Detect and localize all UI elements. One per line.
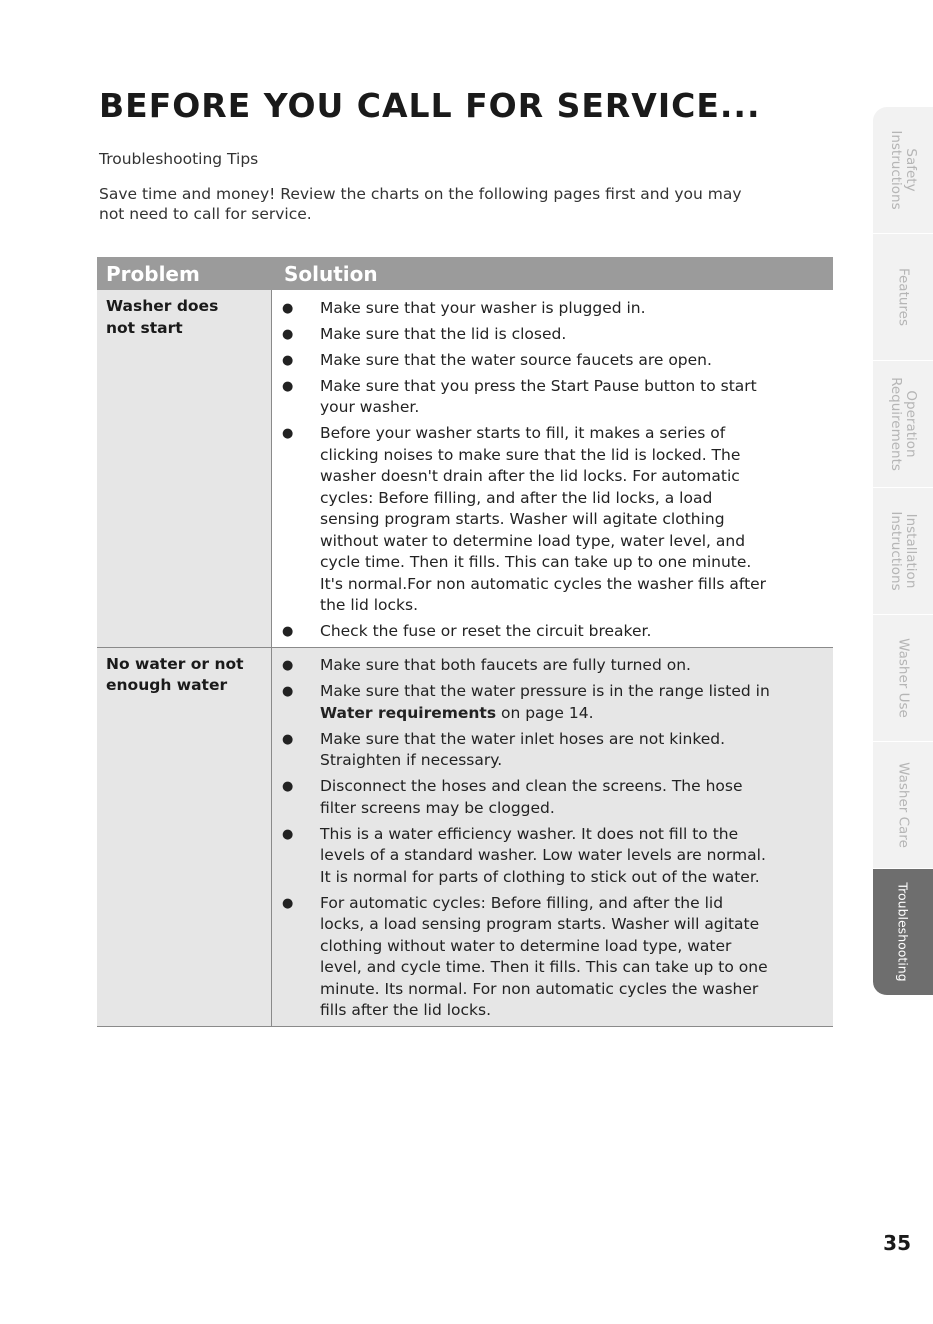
solution-line: Make sure that you press the Start Pause button to start [320,376,757,395]
solution-line: clothing without water to determine load type, water [320,936,732,955]
solution-line: Make sure that the lid is closed. [320,324,567,343]
intro-paragraph [99,184,849,224]
side-tab[interactable] [873,107,933,234]
solution-line: Before your washer starts to fill, it makes a series of [320,424,726,442]
solution-list [272,298,833,643]
solution-line: cycle time. Then it fills. This can take up to one minute. [320,553,752,571]
bullet-icon: ● [282,779,294,794]
side-tab-label [896,638,911,718]
solution-line: without water to determine load type, water level, and [320,531,746,550]
troubleshooting-table [97,257,833,1027]
solution-cell [272,290,833,647]
solution-item [272,324,833,346]
side-tab-line: Installation [903,513,919,589]
solution-line: Make sure that your washer is plugged in. [320,298,646,317]
solution-line: fills after the lid locks. [320,1001,492,1019]
bullet-icon: ● [282,300,294,316]
page-reference: Water requirements [320,703,497,722]
side-tab-label [888,130,918,209]
header-problem: Problem [106,261,200,286]
solution-line: Disconnect the hoses and clean the screens. The hose [320,777,743,795]
solution-list [272,655,833,1022]
solution-line: sensing program starts. Washer will agitate clothing [320,510,725,528]
solution-line: locks, a load sensing program starts. Washer will agitate [320,915,760,933]
solution-item [272,423,833,617]
solution-item [272,776,833,819]
side-tab-label [888,511,918,590]
problem-line: enough water [106,676,228,694]
solution-line: level, and cycle time. Then it fills. This can take up to one [320,958,768,976]
table-row [97,648,833,1027]
solution-line: Make sure that the water inlet hoses are not kinked. [320,729,726,748]
bullet-icon: ● [282,684,294,699]
solution-line: This is a water efficiency washer. It does not fill to the [320,824,739,843]
side-tab-line: Troubleshooting [895,882,911,982]
header-solution: Solution [284,261,378,286]
side-tab-line: Requirements [888,377,904,471]
solution-line: washer doesn't drain after the lid locks. For automatic [320,467,740,485]
side-tab-line: Safety [903,148,919,192]
side-tab-label [888,377,918,471]
side-tab[interactable] [873,488,933,615]
side-tab[interactable] [873,742,933,869]
side-tab-nav [873,107,933,996]
solution-line: Make sure that the water pressure is in the range listed in [320,682,770,700]
table-row [97,290,833,648]
side-tab[interactable] [873,869,933,996]
intro-line: Save time and money! Review the charts on the following pages first and you may [99,185,742,203]
solution-line: clicking noises to make sure that the lid is locked. The [320,445,741,464]
solution-line: Check the fuse or reset the circuit breaker. [320,622,652,640]
bullet-icon: ● [282,352,294,368]
side-tab-label [896,268,911,326]
side-tab-label [896,882,911,981]
solution-line: your washer. [320,398,420,416]
side-tab[interactable] [873,234,933,361]
side-tab-line: Instructions [888,130,904,210]
solution-item [272,824,833,889]
side-tab-line: Instructions [888,511,904,591]
side-tab-line: Features [895,267,912,327]
solution-line: It is normal for parts of clothing to stick out of the water. [320,867,760,886]
side-tab[interactable] [873,361,933,488]
solution-item [272,376,833,419]
bullet-icon: ● [282,895,294,911]
solution-line: cycles: Before filling, and after the lid locks, a load [320,488,713,507]
side-tab[interactable] [873,615,933,742]
solution-line: filter screens may be clogged. [320,798,555,817]
bullet-icon: ● [282,378,294,394]
solution-item [272,681,833,724]
solution-line: Make sure that both faucets are fully turned on. [320,656,691,674]
section-subtitle: Troubleshooting Tips [99,150,259,168]
solution-line: levels of a standard washer. Low water levels are normal. [320,846,766,864]
bullet-icon: ● [282,426,294,441]
solution-line: minute. Its normal. For non automatic cycles the washer [320,979,759,998]
solution-line: the lid locks. [320,596,419,614]
solution-line [320,703,833,725]
solution-item [272,655,833,677]
side-tab-line: Operation [903,390,919,458]
solution-line: Make sure that the water source faucets are open. [320,350,712,369]
side-tab-label [896,762,911,848]
solution-item [272,298,833,320]
page-title: BEFORE YOU CALL FOR SERVICE... [99,86,761,125]
side-tab-line: Washer Care [895,762,912,848]
side-tab-line: Washer Use [895,638,912,718]
solution-item [272,621,833,643]
problem-line: No water or not [106,654,244,673]
solution-line: For automatic cycles: Before filling, and after the lid [320,893,724,912]
intro-line: not need to call for service. [99,205,312,223]
solution-item [272,729,833,772]
bullet-icon: ● [282,826,294,842]
solution-cell [272,648,833,1026]
problem-cell [97,290,272,647]
page-number: 35 [883,1231,911,1255]
solution-line: Straighten if necessary. [320,751,503,769]
bullet-icon: ● [282,624,294,639]
bullet-icon: ● [282,658,294,673]
solution-item [272,893,833,1022]
solution-line: It's normal.For non automatic cycles the washer fills after [320,574,767,593]
bullet-icon: ● [282,326,294,342]
problem-cell [97,648,272,1026]
problem-line: Washer does [106,297,219,315]
bullet-icon: ● [282,731,294,747]
problem-line: not start [106,318,183,337]
solution-item [272,350,833,372]
table-header [97,257,833,290]
reference-text: on page 14. [496,703,594,722]
